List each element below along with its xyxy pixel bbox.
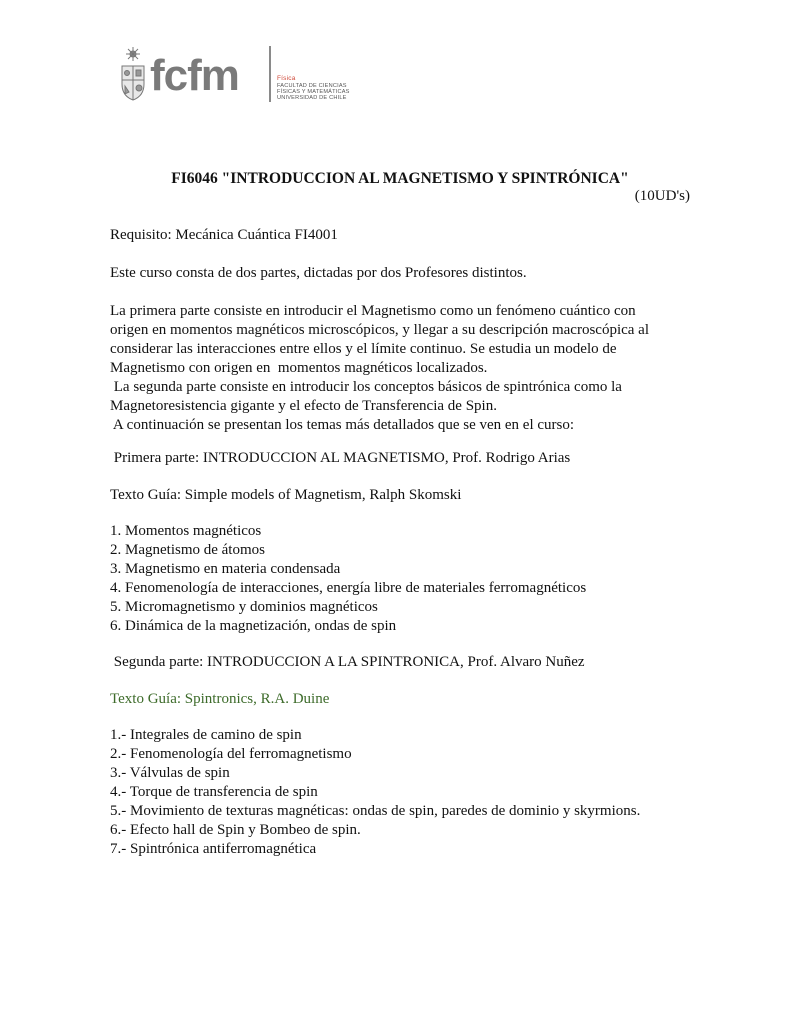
list-item: 7.- Spintrónica antiferromagnética	[110, 841, 317, 857]
fcfm-logo	[118, 46, 350, 112]
part2-heading: Segunda parte: INTRODUCCION A LA SPINTRONICA, Prof. Alvaro Nuñez	[110, 654, 585, 670]
list-item: 2.- Fenomenología del ferromagnetismo	[110, 746, 352, 762]
logo-subtitle-line: UNIVERSIDAD DE CHILE	[277, 95, 347, 101]
description-line: A continuación se presentan los temas más detallados que se ven en el curso:	[110, 417, 575, 433]
logo-divider	[269, 46, 271, 102]
logo-subtitle	[277, 76, 350, 101]
list-item: 1. Momentos magnéticos	[110, 523, 262, 539]
list-item: 3. Magnetismo en materia condensada	[110, 561, 341, 577]
list-item: 4. Fenomenología de interacciones, energía libre de materiales ferromagnéticos	[110, 580, 587, 596]
part1-topics	[110, 522, 700, 636]
description-line: La primera parte consiste en introducir el Magnetismo como un fenómeno cuántico con	[110, 303, 636, 319]
course-units: (10UD's)	[634, 188, 690, 204]
description-line: Magnetismo con origen en momentos magnéticos localizados.	[110, 360, 488, 376]
description-line: La segunda parte consiste en introducir los conceptos básicos de spintrónica como la	[110, 379, 622, 395]
list-item: 6.- Efecto hall de Spin y Bombeo de spin.	[110, 822, 361, 838]
logo-subtitle-line: Física	[277, 75, 296, 82]
intro-text: Este curso consta de dos partes, dictadas por dos Profesores distintos.	[110, 265, 527, 281]
fcfm-wordmark: fcfm	[150, 51, 239, 100]
university-crest-icon	[118, 46, 148, 106]
list-item: 5.- Movimiento de texturas magnéticas: ondas de spin, paredes de dominio y skyrmions.	[110, 803, 641, 819]
course-title: FI6046 "INTRODUCCION AL MAGNETISMO Y SPINTRÓNICA"	[171, 170, 629, 187]
list-item: 5. Micromagnetismo y dominios magnéticos	[110, 599, 378, 615]
description-paragraph	[110, 302, 700, 435]
part1-heading: Primera parte: INTRODUCCION AL MAGNETISMO, Prof. Rodrigo Arias	[110, 450, 571, 466]
description-line: Magnetoresistencia gigante y el efecto de Transferencia de Spin.	[110, 398, 497, 414]
list-item: 6. Dinámica de la magnetización, ondas de spin	[110, 618, 397, 634]
requisito-text: Requisito: Mecánica Cuántica FI4001	[110, 227, 338, 243]
description-line: origen en momentos magnéticos microscópicos, y llegar a su descripción macroscópica al	[110, 322, 649, 338]
part2-guide: Texto Guía: Spintronics, R.A. Duine	[110, 691, 330, 707]
list-item: 3.- Válvulas de spin	[110, 765, 230, 781]
logo-subtitle-line: FÍSICAS Y MATEMÁTICAS	[277, 89, 350, 95]
list-item: 2. Magnetismo de átomos	[110, 542, 265, 558]
list-item: 1.- Integrales de camino de spin	[110, 727, 302, 743]
description-line: considerar las interacciones entre ellos y el límite continuo. Se estudia un modelo de	[110, 341, 617, 357]
part2-topics	[110, 726, 700, 859]
list-item: 4.- Torque de transferencia de spin	[110, 784, 318, 800]
part1-guide: Texto Guía: Simple models of Magnetism, Ralph Skomski	[110, 487, 462, 503]
logo-subtitle-line: FACULTAD DE CIENCIAS	[277, 83, 347, 89]
